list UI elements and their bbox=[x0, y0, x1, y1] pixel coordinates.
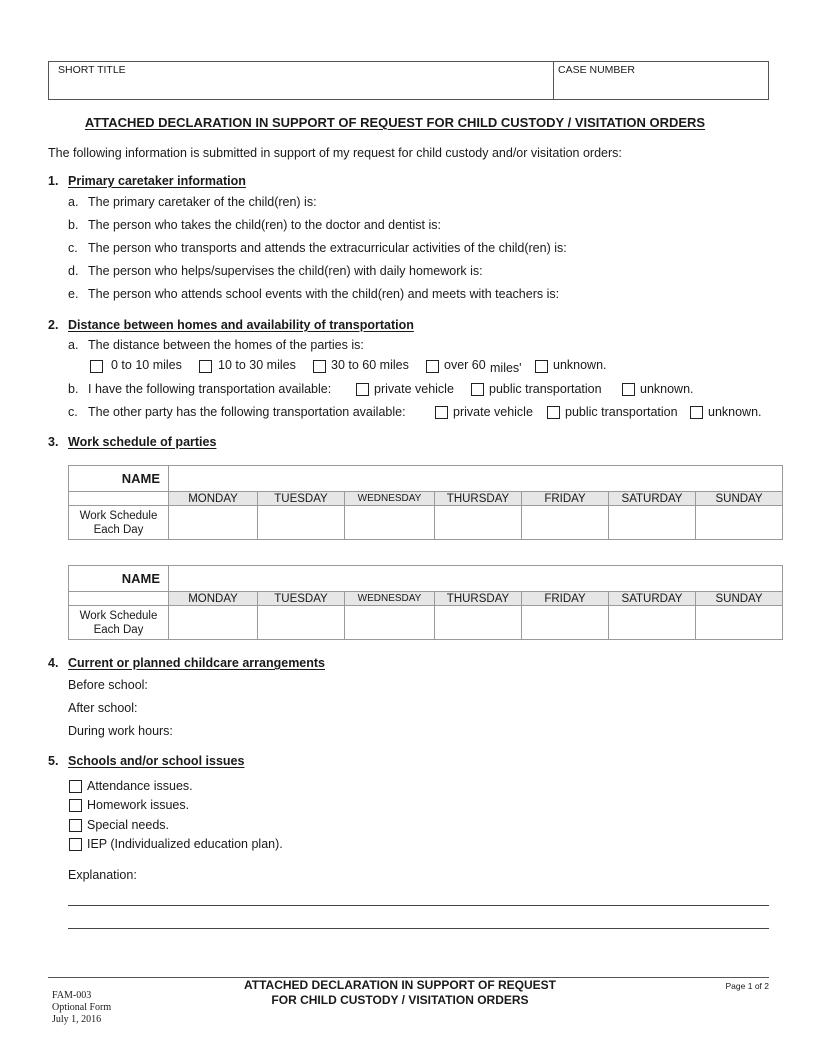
section2-b-letter: b. bbox=[68, 382, 79, 396]
distance-10-30-label: 10 to 30 miles bbox=[218, 358, 296, 372]
distance-0-10-checkbox[interactable] bbox=[90, 360, 103, 373]
distance-over-60-checkbox[interactable] bbox=[426, 360, 439, 373]
distance-unknown-checkbox[interactable] bbox=[535, 360, 548, 373]
day-header: WEDNESDAY bbox=[345, 492, 435, 506]
footer-title-line-1: ATTACHED DECLARATION IN SUPPORT OF REQUEST bbox=[244, 978, 556, 992]
case-number-label: CASE NUMBER bbox=[558, 64, 636, 76]
iep-label: IEP (Individualized education plan). bbox=[87, 837, 283, 851]
section1-item-e-letter: e. bbox=[68, 287, 79, 301]
day-header: SATURDAY bbox=[609, 492, 696, 506]
work-schedule-row-label bbox=[69, 606, 169, 640]
page-number: Page 1 of 2 bbox=[725, 981, 769, 991]
section2-number: 2. bbox=[48, 318, 59, 332]
special-needs-label: Special needs. bbox=[87, 818, 170, 832]
other-private-vehicle-checkbox[interactable] bbox=[435, 406, 448, 419]
section3-heading: Work schedule of parties bbox=[68, 435, 217, 449]
section1-item-a-letter: a. bbox=[68, 195, 79, 209]
my-transport-unknown-checkbox[interactable] bbox=[622, 383, 635, 396]
section2-heading: Distance between homes and availability of transportation bbox=[68, 318, 414, 332]
schedule-cell[interactable] bbox=[258, 506, 345, 540]
day-header: SUNDAY bbox=[696, 492, 783, 506]
header-divider bbox=[553, 62, 554, 99]
distance-10-30-checkbox[interactable] bbox=[199, 360, 212, 373]
section2-c-text: The other party has the following transportation available: bbox=[88, 405, 406, 419]
section1-heading: Primary caretaker information bbox=[68, 174, 246, 188]
attendance-issues-checkbox[interactable] bbox=[69, 780, 82, 793]
schedule-cell[interactable] bbox=[609, 606, 696, 640]
during-work-label: During work hours: bbox=[68, 724, 173, 738]
my-private-vehicle-label: private vehicle bbox=[374, 382, 454, 396]
schedule-cell[interactable] bbox=[345, 606, 435, 640]
distance-30-60-label: 30 to 60 miles bbox=[331, 358, 409, 372]
row-label-line-1: Work Schedule bbox=[79, 609, 158, 622]
day-header: TUESDAY bbox=[258, 592, 345, 606]
section1-number: 1. bbox=[48, 174, 59, 188]
section2-a-letter: a. bbox=[68, 338, 79, 352]
row-label-line-2: Each Day bbox=[93, 623, 144, 636]
day-header: TUESDAY bbox=[258, 492, 345, 506]
other-private-vehicle-label: private vehicle bbox=[453, 405, 533, 419]
party-1-name-field[interactable] bbox=[169, 466, 783, 492]
schedule-cell[interactable] bbox=[609, 506, 696, 540]
row-label-line-2: Each Day bbox=[93, 523, 144, 536]
explanation-label: Explanation: bbox=[68, 868, 137, 882]
distance-0-10-label: 0 to 10 miles bbox=[111, 358, 182, 372]
after-school-label: After school: bbox=[68, 701, 138, 715]
day-header: THURSDAY bbox=[435, 492, 522, 506]
explanation-line-2[interactable] bbox=[68, 928, 769, 929]
name-label: NAME bbox=[69, 566, 169, 592]
day-header: MONDAY bbox=[169, 592, 258, 606]
intro-text: The following information is submitted in support of my request for child custody and/or visitation orders: bbox=[48, 146, 622, 160]
day-header: FRIDAY bbox=[522, 492, 609, 506]
section4-number: 4. bbox=[48, 656, 59, 670]
schedule-cell[interactable] bbox=[435, 506, 522, 540]
work-schedule-row-label bbox=[69, 506, 169, 540]
schedule-cell[interactable] bbox=[696, 606, 783, 640]
section3-number: 3. bbox=[48, 435, 59, 449]
day-header: WEDNESDAY bbox=[345, 592, 435, 606]
footer-title-line-2: FOR CHILD CUSTODY / VISITATION ORDERS bbox=[271, 993, 529, 1007]
distance-30-60-checkbox[interactable] bbox=[313, 360, 326, 373]
page-title: ATTACHED DECLARATION IN SUPPORT OF REQUEST FOR CHILD CUSTODY / VISITATION ORDERS bbox=[84, 115, 706, 130]
schedule-cell[interactable] bbox=[169, 606, 258, 640]
work-schedule-table-1 bbox=[68, 465, 783, 540]
short-title-field[interactable] bbox=[52, 76, 547, 96]
section1-item-b: The person who takes the child(ren) to the doctor and dentist is: bbox=[88, 218, 441, 232]
section1-item-b-letter: b. bbox=[68, 218, 79, 232]
schedule-cell[interactable] bbox=[696, 506, 783, 540]
before-school-label: Before school: bbox=[68, 678, 148, 692]
schedule-cell[interactable] bbox=[345, 506, 435, 540]
day-header: FRIDAY bbox=[522, 592, 609, 606]
distance-unknown-label: unknown. bbox=[553, 358, 607, 372]
section5-heading: Schools and/or school issues bbox=[68, 754, 245, 768]
section5-number: 5. bbox=[48, 754, 59, 768]
special-needs-checkbox[interactable] bbox=[69, 819, 82, 832]
section1-item-a: The primary caretaker of the child(ren) is: bbox=[88, 195, 317, 209]
schedule-cell[interactable] bbox=[435, 606, 522, 640]
day-header: SUNDAY bbox=[696, 592, 783, 606]
other-public-transport-checkbox[interactable] bbox=[547, 406, 560, 419]
work-schedule-table-2 bbox=[68, 565, 783, 640]
form-id: FAM-003 bbox=[52, 990, 92, 1001]
form-type: Optional Form bbox=[52, 1002, 112, 1013]
schedule-cell[interactable] bbox=[169, 506, 258, 540]
party-2-name-field[interactable] bbox=[169, 566, 783, 592]
other-public-transport-label: public transportation bbox=[565, 405, 678, 419]
case-number-field[interactable] bbox=[556, 76, 765, 96]
row-label-line-1: Work Schedule bbox=[79, 509, 158, 522]
homework-issues-label: Homework issues. bbox=[87, 798, 190, 812]
explanation-line-1[interactable] bbox=[68, 905, 769, 906]
day-header: THURSDAY bbox=[435, 592, 522, 606]
section2-c-letter: c. bbox=[68, 405, 78, 419]
short-title-label: SHORT TITLE bbox=[58, 64, 126, 76]
section1-item-c-letter: c. bbox=[68, 241, 78, 255]
my-public-transport-label: public transportation bbox=[489, 382, 602, 396]
blank-header-cell bbox=[69, 492, 169, 506]
day-header: SATURDAY bbox=[609, 592, 696, 606]
blank-header-cell bbox=[69, 592, 169, 606]
section2-a-text: The distance between the homes of the parties is: bbox=[88, 338, 364, 352]
section4-heading: Current or planned childcare arrangements bbox=[68, 656, 326, 670]
name-label: NAME bbox=[69, 466, 169, 492]
day-header: MONDAY bbox=[169, 492, 258, 506]
schedule-cell[interactable] bbox=[258, 606, 345, 640]
schedule-cell[interactable] bbox=[522, 606, 609, 640]
distance-miles-label: miles' bbox=[490, 361, 522, 375]
form-date: July 1, 2016 bbox=[52, 1014, 102, 1025]
attendance-issues-label: Attendance issues. bbox=[87, 779, 193, 793]
section1-item-d: The person who helps/supervises the child(ren) with daily homework is: bbox=[88, 264, 483, 278]
distance-over-60-label: over 60 bbox=[444, 358, 486, 372]
my-private-vehicle-checkbox[interactable] bbox=[356, 383, 369, 396]
my-transport-unknown-label: unknown. bbox=[640, 382, 694, 396]
other-transport-unknown-checkbox[interactable] bbox=[690, 406, 703, 419]
other-transport-unknown-label: unknown. bbox=[708, 405, 762, 419]
section1-item-e: The person who attends school events with the child(ren) and meets with teachers is: bbox=[88, 287, 560, 301]
section1-item-d-letter: d. bbox=[68, 264, 79, 278]
schedule-cell[interactable] bbox=[522, 506, 609, 540]
section1-item-c: The person who transports and attends the extracurricular activities of the child(ren) is: bbox=[88, 241, 567, 255]
homework-issues-checkbox[interactable] bbox=[69, 799, 82, 812]
my-public-transport-checkbox[interactable] bbox=[471, 383, 484, 396]
iep-checkbox[interactable] bbox=[69, 838, 82, 851]
section2-b-text: I have the following transportation available: bbox=[88, 382, 332, 396]
